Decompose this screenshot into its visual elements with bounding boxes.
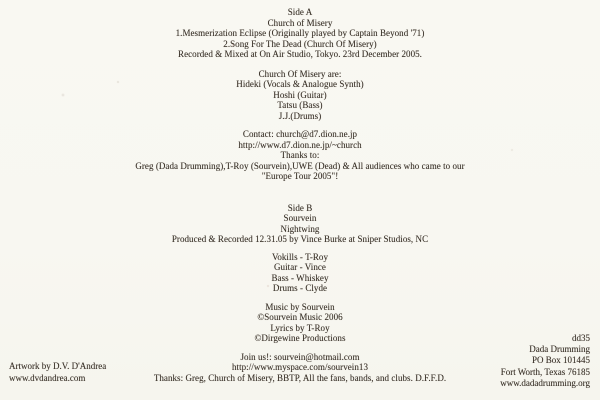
sourvein-drums-credit: Drums - Clyde — [272, 283, 328, 293]
label-city-state: Fort Worth, Texas 76185 — [500, 366, 590, 377]
com-thanks-names: Greg (Dada Drumming),T-Roy (Sourvein),UWE (Dead) & All audiences who came to our — [135, 160, 465, 171]
sourvein-contact-url: http://www.myspace.com/sourvein13 — [231, 362, 369, 372]
lyrics-credit: Lyrics by T-Roy — [270, 322, 330, 333]
com-contact-email: Contact: church@d7.dion.ne.jp — [242, 129, 358, 139]
side-a-recording-note: Recorded & Mixed at On Air Studio, Tokyo. 23rd December 2005. — [178, 49, 422, 59]
com-member-tatsu: Tatsu (Bass) — [277, 100, 323, 110]
sourvein-vokills-credit: Vokills - T-Roy — [271, 251, 329, 262]
side-b-recording-note: Produced & Recorded 12.31.05 by Vince Burke at Sniper Studios, NC — [171, 234, 429, 244]
church-of-misery-lineup-section — [0, 69, 600, 122]
music-copyright: ©Sourvein Music 2006 — [257, 312, 343, 322]
church-of-misery-contact-section — [0, 129, 600, 182]
com-member-hideki: Hideki (Vocals & Analogue Synth) — [236, 79, 364, 89]
label-name: Dada Drumming — [529, 344, 590, 355]
com-member-hoshi: Hoshi (Guitar) — [273, 89, 327, 100]
side-b-heading: Side B — [287, 202, 313, 213]
music-credit: Music by Sourvein — [265, 301, 335, 312]
productions-copyright: ©Dirgewine Productions — [254, 333, 346, 343]
side-a-artist: Church of Misery — [267, 17, 333, 28]
com-member-jj: J.J.(Drums) — [278, 110, 322, 121]
side-b-artist: Sourvein — [283, 213, 317, 223]
sourvein-bass-credit: Bass - Whiskey — [271, 272, 329, 283]
side-b-section — [0, 203, 600, 245]
side-a-heading: Side A — [287, 7, 313, 17]
com-thanks-heading: Thanks to: — [280, 150, 320, 160]
label-po-box: PO Box 101445 — [531, 355, 590, 366]
side-b-track: Nightwing — [280, 223, 320, 234]
sourvein-lineup-section — [0, 252, 600, 294]
com-lineup-heading: Church Of Misery are: — [258, 68, 342, 79]
com-contact-url: http://www.d7.dion.ne.jp/~church — [238, 139, 362, 150]
sourvein-thanks-line: Thanks: Greg, Church of Misery, BBTP, All the fans, bands, and clubs. D.F.F.D. — [153, 372, 447, 383]
artwork-credit: Artwork by D.V. D'Andrea — [9, 361, 107, 371]
artwork-url: www.dvdandrea.com — [9, 372, 86, 383]
label-url: www.dadadrumming.org — [500, 377, 590, 388]
side-a-track-1: 1.Mesmerization Eclipse (Originally played by Captain Beyond '71) — [175, 28, 425, 38]
artwork-credit-block — [9, 361, 106, 384]
side-a-section — [0, 7, 600, 60]
sourvein-guitar-credit: Guitar - Vince — [274, 262, 326, 272]
label-info-block — [500, 333, 590, 389]
catalog-number: dd35 — [572, 333, 590, 343]
side-a-track-2: 2.Song For The Dead (Church Of Misery) — [223, 38, 377, 49]
sourvein-contact-email: Join us!: sourvein@hotmail.com — [240, 351, 360, 362]
com-europe-tour-note: "Europe Tour 2005"! — [261, 171, 339, 181]
